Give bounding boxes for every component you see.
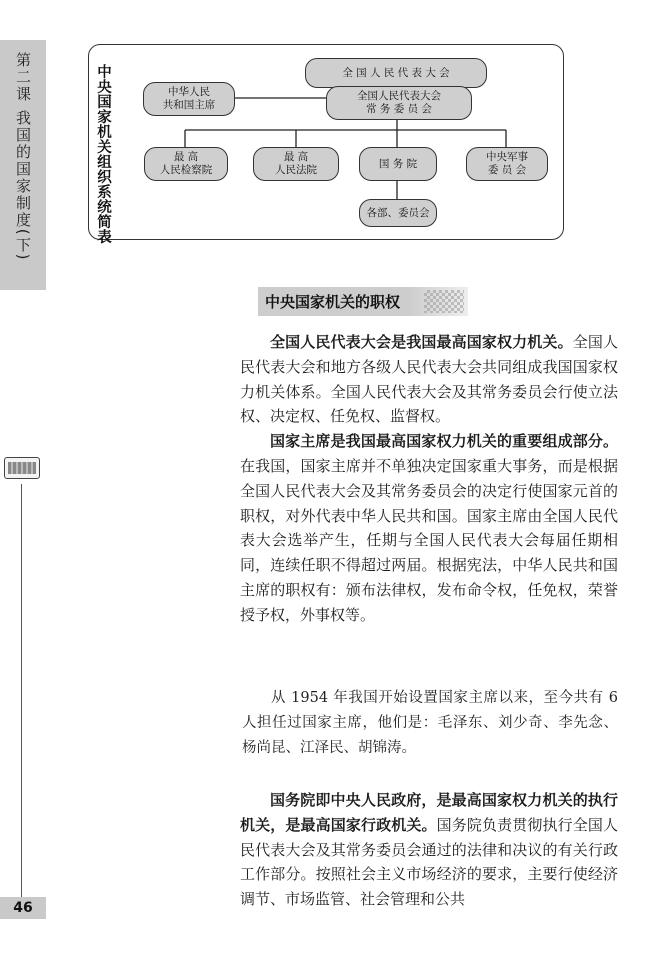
node-ministries: 各部、委员会 — [359, 199, 437, 227]
margin-rule — [21, 484, 22, 904]
paragraph-president — [240, 429, 618, 627]
paragraph-state-council-body: 国务院负责贯彻执行全国人民代表大会及其常务委员会通过的法律和决议的有关行政工作部分。按照社会主义市场经济的要求，主要行使经济调节、市场监管、社会管理和公共 — [240, 815, 618, 909]
paragraph-block-2 — [240, 788, 618, 912]
node-npc-standing-committee: 全国人民代表大会 常 务 委 员 会 — [326, 86, 472, 120]
node-procuratorate: 最 高 人民检察院 — [144, 147, 228, 181]
paragraph-president-body: 在我国，国家主席并不单独决定国家重大事务，而是根据全国人民代表大会及其常务委员会的决定行使国家元首的职权，对外代表中华人民共和国。国家主席由全国人民代表大会选举产生，任期与全国人民代表大会每届任期相同，连续任职不得超过两届。根据宪法，中华人民共和国主席的职权有：颁布法律权，发布命令权，任免权，荣誉授予权，外事权等。 — [240, 456, 618, 624]
paragraph-npc — [240, 330, 618, 429]
section-title: 中央国家机关的职权 — [265, 293, 401, 311]
section-header — [258, 287, 468, 316]
paragraph-npc-body: 全国人民代表大会和地方各级人民代表大会共同组成我国国家权力机关体系。全国人民代表大会及其常务委员会行使立法权、决定权、任免权、监督权。 — [240, 333, 618, 426]
paragraph-state-council — [240, 788, 618, 912]
node-npc: 全 国 人 民 代 表 大 会 — [305, 58, 487, 88]
node-supreme-court: 最 高 人民法院 — [253, 147, 339, 181]
node-state-council: 国 务 院 — [359, 147, 437, 181]
reading-icon — [4, 457, 40, 479]
org-chart-title: 中央国家机关组织系统简表 — [95, 64, 111, 244]
org-chart-connectors — [0, 0, 650, 260]
paragraph-state-council-lead: 国务院即中央人民政府，是最高国家权力机关的执行机关，是最高国家行政机关。 — [240, 791, 618, 834]
paragraph-npc-lead: 全国人民代表大会是我国最高国家权力机关。 — [270, 333, 573, 351]
chapter-label: 第二课 我国的国家制度(下) — [14, 52, 32, 262]
paragraph-block-1 — [240, 330, 618, 628]
page-number: 46 — [0, 897, 46, 919]
header-decoration — [424, 290, 464, 313]
node-central-military-commission: 中央军事 委 员 会 — [466, 147, 548, 181]
node-president: 中华人民 共和国主席 — [143, 82, 235, 116]
paragraph-president-lead: 国家主席是我国最高国家权力机关的重要组成部分。 — [270, 432, 618, 451]
historical-note: 从 1954 年我国开始设置国家主席以来，至今共有 6 人担任过国家主席，他们是：毛泽东、刘少奇、李先念、杨尚昆、江泽民、胡锦涛。 — [242, 690, 618, 756]
